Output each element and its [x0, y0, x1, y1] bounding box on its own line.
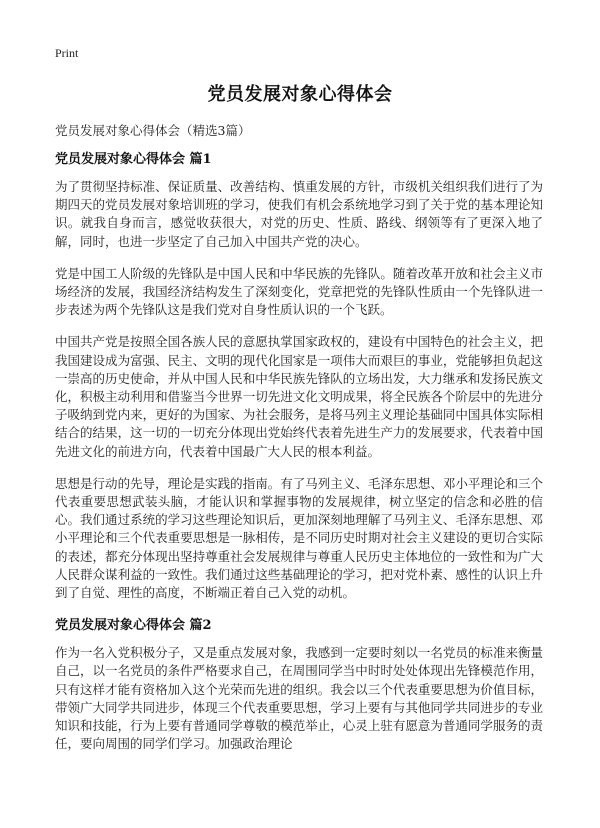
print-link[interactable]: Print [55, 46, 79, 60]
section-heading-2: 党员发展对象心得体会 篇2 [55, 618, 212, 634]
paragraph: 为了贯彻坚持标准、保证质量、改善结构、慎重发展的方针，市级机关组织我们进行了为期四天的党员发展对象培训班的学习，使我们有机会系统地学习到了关于党的基本理论知识。就我自身而言，感觉收获很大，对党的历史、性质、路线、纲领等有了更深入地了解，同时，也进一步坚定了自己加入中国共产党的决心。 [55, 179, 543, 249]
section-heading-1: 党员发展对象心得体会 篇1 [55, 152, 212, 167]
paragraph: 中国共产党是按照全国各族人民的意愿执掌国家政权的，建设有中国特色的社会主义，把我国建设成为富强、民主、文明的现代化国家是一项伟大而艰巨的事业，党能够担负起这一崇高的历史使命，并从中国人民和中华民族先锋队的立场出发，大力继承和发扬民族文化，积极主动利用和借鉴当今世界一切先进文化文明成果，将全民族各个阶层中的先进分子吸纳到党内来，更好的为国家、为社会服务，是将马列主义理论基础同中国具体实际相结合的结果，这一切的一切充分体现出党始终代表着先进生产力的发展要求，代表着中国先进文化的前进方向，代表着中国最广大人民的根本利益。 [55, 334, 543, 459]
paragraph: 思想是行动的先导，理论是实践的指南。有了马列主义、毛泽东思想、邓小平理论和三个代表重要思想武装头脑，才能认识和掌握事物的发展规律，树立坚定的信念和必胜的信心。我们通过系统的学习这些理论知识后，更加深刻地理解了马列主义、毛泽东思想、邓小平理论和三个代表重要思想是一脉相传，是不同历史时期对社会主义建设的更切合实际的表述，都充分体现出坚持尊重社会发展规律与尊重人民历史主体地位的一致性和为广大人民群众谋利益的一致性。我们通过这些基础理论的学习，把对党朴素、感性的认识上升到了自觉、理性的高度，不断端正着自己入党的动机。 [55, 475, 543, 601]
page-subtitle: 党员发展对象心得体会（精选3篇） [55, 123, 251, 138]
paragraph: 党是中国工人阶级的先锋队是中国人民和中华民族的先锋队。随着改革开放和社会主义市场经济的发展，我国经济结构发生了深刻变化，党章把党的先锋队性质由一个先锋队进一步表述为两个先锋队这是我们党对自身性质认识的一个飞跃。 [55, 265, 543, 318]
paragraph: 作为一名入党积极分子，又是重点发展对象，我感到一定要时刻以一名党员的标准来衡量自己，以一名党员的条件严格要求自己，在周围同学当中时时处处体现出先锋模范作用，只有这样才能有资格加入这个光荣而先进的组织。我会以三个代表重要思想为价值目标，带领广大同学共同进步，体现三个代表重要思想，学习上要有与其他同学共同进步的专业知识和技能，行为上要有普通同学尊敬的模范举止，心灵上驻有愿意为普通同学服务的责任，要向周围的同学们学习。加强政治理论 [55, 645, 543, 752]
page-title: 党员发展对象心得体会 [207, 84, 393, 105]
article-body [55, 150, 543, 767]
